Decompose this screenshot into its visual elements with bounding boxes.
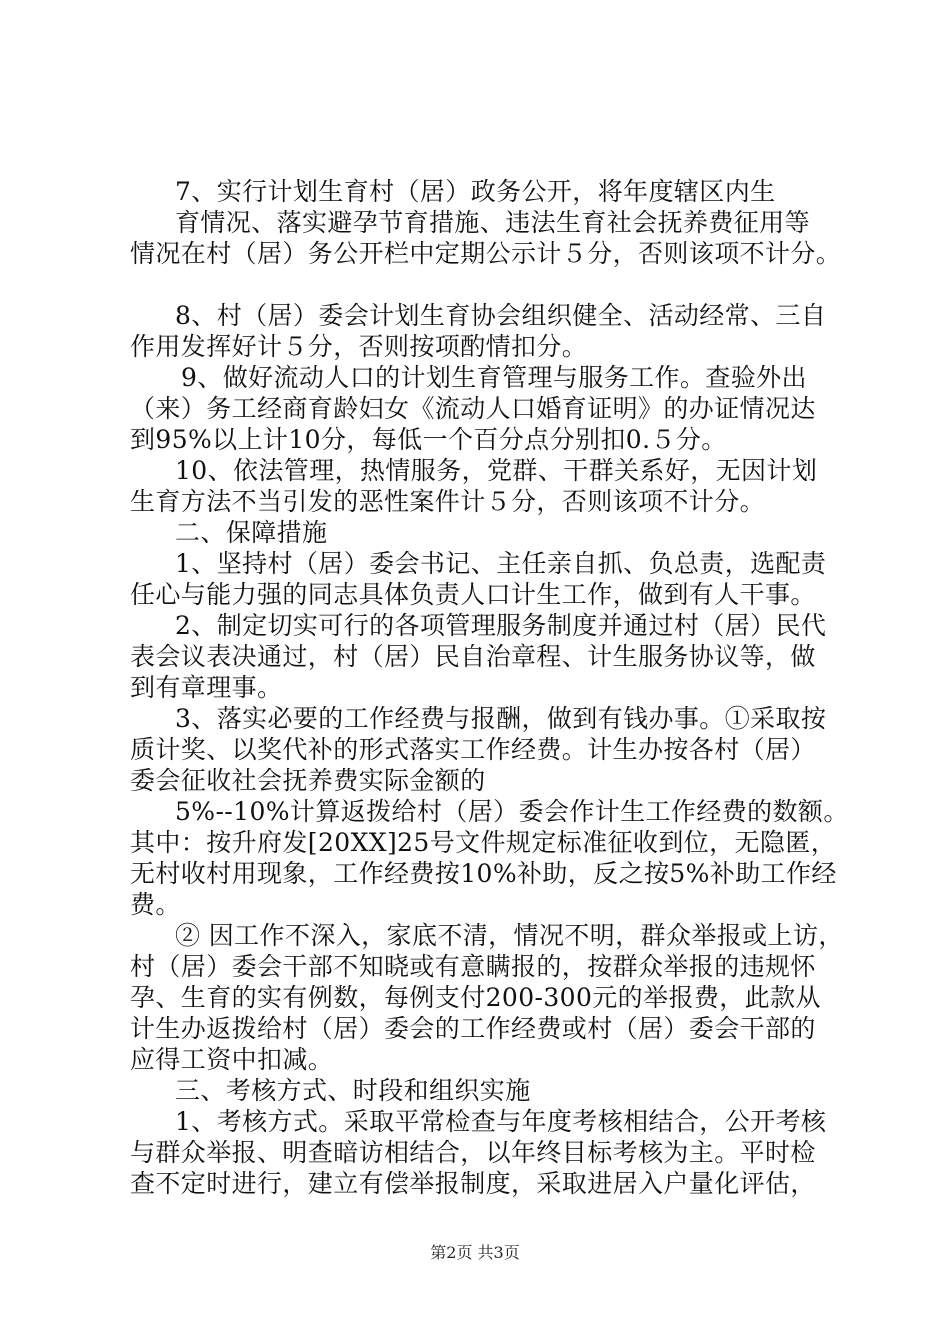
text-line: （来）务工经商育龄妇女《流动人口婚育证明》的办证情况达 [130,394,816,423]
text-line: 8、村（居）委会计划生育协会组织健全、活动经常、三自 [175,301,827,330]
text-line: 无村收村用现象，工作经费按10%补助，反之按5%补助工作经 [130,859,837,888]
text-line: 1、坚持村（居）委会书记、主任亲自抓、负总责，选配责 [175,549,827,578]
text-line: 2、制定切实可行的各项管理服务制度并通过村（居）民代 [175,611,827,640]
section-heading: 二、保障措施 [175,518,328,547]
text-line: 到有章理事。 [130,673,283,702]
text-line: 任心与能力强的同志具体负责人口计生工作，做到有人干事。 [130,580,816,609]
text-line: ② 因工作不深入，家底不清，情况不明，群众举报或上访， [175,921,844,950]
text-line: 与群众举报、明查暗访相结合，以年终目标考核为主。平时检 [130,1138,816,1167]
text-line: 到95%以上计10分，每低一个百分点分别扣0.５分。 [130,425,727,454]
text-line: 委会征收社会抚养费实际金额的 [130,766,486,795]
text-line: 质计奖、以奖代补的形式落实工作经费。计生办按各村（居） [130,735,816,764]
text-line: 应得工资中扣减。 [130,1045,334,1074]
section-heading: 三、考核方式、时段和组织实施 [175,1076,531,1105]
text-line: 费。 [130,890,181,919]
text-line: 计生办返拨给村（居）委会的工作经费或村（居）委会干部的 [130,1014,816,1043]
text-line: 孕、生育的实有例数，每例支付200-300元的举报费，此款从 [130,983,821,1012]
text-line: 表会议表决通过，村（居）民自治章程、计生服务协议等，做 [130,642,816,671]
text-line: 1、考核方式。采取平常检查与年度考核相结合，公开考核 [175,1107,827,1136]
text-line: 其中：按升府发[20XX]25号文件规定标准征收到位，无隐匿， [130,828,837,857]
text-line: 村（居）委会干部不知晓或有意瞒报的，按群众举报的违规怀 [130,952,816,981]
text-line: 9、做好流动人口的计划生育管理与服务工作。查验外出 [181,363,807,392]
text-line: 育情况、落实避孕节育措施、违法生育社会抚养费征用等 [175,208,811,237]
text-line: 3、落实必要的工作经费与报酬，做到有钱办事。①采取按 [175,704,827,733]
text-line: 情况在村（居）务公开栏中定期公示计５分，否则该项不计分。 [130,239,842,268]
text-line: 查不定时进行，建立有偿举报制度，采取进居入户量化评估， [130,1169,816,1198]
text-line: 7、实行计划生育村（居）政务公开，将年度辖区内生 [175,177,776,206]
text-line: 5%--10%计算返拨给村（居）委会作计生工作经费的数额。 [175,797,849,826]
page-number-footer: 第2页 共3页 [430,1243,520,1262]
text-line: 生育方法不当引发的恶性案件计５分，否则该项不计分。 [130,487,766,516]
text-line: 作用发挥好计５分，否则按项酌情扣分。 [130,332,588,361]
text-line: 10、依法管理，热情服务，党群、干群关系好，无因计划 [175,456,818,485]
